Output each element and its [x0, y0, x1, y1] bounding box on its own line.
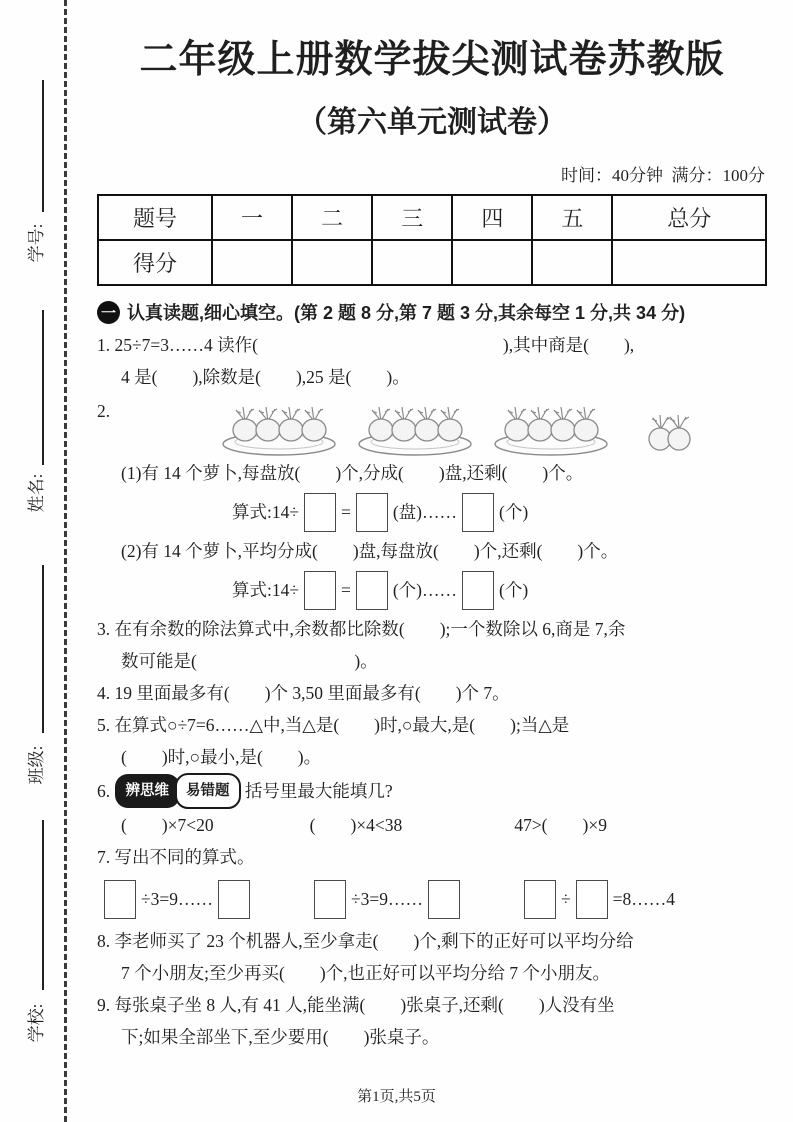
paper-subtitle: （第六单元测试卷）: [297, 106, 567, 139]
student-name-label: 姓名:: [27, 473, 46, 513]
score-blank-cell: [212, 240, 292, 285]
formula-text: (个): [499, 580, 529, 600]
write-in-line: [42, 310, 44, 465]
question-text: (1)有 14 个萝卜,每盘放( )个,分成( )盘,还剩( )个。: [121, 463, 584, 483]
radish-plates-illustration: [220, 397, 696, 457]
formula-text: =8……4: [612, 889, 675, 909]
score-table: [97, 194, 767, 286]
question-7: [97, 841, 767, 925]
question-text: 李老师买了 23 个机器人,至少拿走( )个,剩下的正好可以平均分给: [114, 931, 634, 951]
answer-box: [304, 493, 336, 532]
error-prone-badge: 易错题: [175, 773, 241, 809]
question-number: 6.: [97, 781, 111, 801]
answer-box: [218, 880, 250, 919]
question-2: [97, 395, 767, 613]
formula-text: (个)……: [392, 580, 457, 600]
expression-row: [97, 809, 767, 841]
expression: ( )×7<20: [121, 815, 214, 835]
formula-text: ÷3=9……: [141, 889, 213, 909]
question-number: 8.: [97, 931, 111, 951]
score-blank-cell: [292, 240, 372, 285]
question-4: [97, 677, 767, 709]
division-formula: [232, 567, 767, 613]
answer-box: [314, 880, 346, 919]
answer-box: [428, 880, 460, 919]
question-number: 1.: [97, 335, 111, 355]
division-formula: [99, 880, 255, 919]
formula-text: 算式:14÷: [232, 580, 299, 600]
score-label-cell: 得分: [98, 240, 212, 285]
score-table-header-cell: 五: [532, 195, 612, 240]
question-text: 下;如果全部坐下,至少要用( )张桌子。: [121, 1027, 440, 1047]
radish-plate-icon: [220, 397, 338, 457]
question-8: [97, 925, 767, 989]
write-equations-row: [99, 873, 767, 925]
expression: 47>( )×9: [514, 815, 607, 835]
question-6: [97, 773, 767, 841]
write-in-line: [42, 565, 44, 733]
formula-text: (盘)……: [392, 502, 457, 522]
question-text: ( )时,○最小,是( )。: [121, 747, 322, 767]
answer-box: [356, 493, 388, 532]
question-text: 25÷7=3……4 读作( ),其中商是( ),: [114, 335, 635, 355]
question-number: 5.: [97, 715, 111, 735]
answer-box: [356, 571, 388, 610]
formula-text: 算式:14÷: [232, 502, 299, 522]
answer-box: [104, 880, 136, 919]
score-table-header-cell: 总分: [612, 195, 766, 240]
question-text: 括号里最大能填几?: [240, 781, 393, 801]
question-number: 2.: [97, 401, 111, 421]
write-in-line: [42, 820, 44, 990]
question-text: 写出不同的算式。: [114, 847, 255, 867]
score-table-score-row: [98, 240, 766, 285]
score-blank-cell: [452, 240, 532, 285]
write-in-line: [42, 80, 44, 212]
score-table-header-cell: 四: [452, 195, 532, 240]
class-label: 班级:: [27, 745, 46, 785]
section-one-header: [97, 299, 767, 325]
score-table-header-cell: 题号: [98, 195, 212, 240]
score-table-header-cell: 一: [212, 195, 292, 240]
question-1: [97, 329, 767, 393]
question-3: [97, 613, 767, 677]
question-9: [97, 989, 767, 1053]
question-text: 每张桌子坐 8 人,有 41 人,能坐满( )张桌子,还剩( )人没有坐: [114, 995, 615, 1015]
formula-text: =: [340, 580, 351, 600]
question-text: (2)有 14 个萝卜,平均分成( )盘,每盘放( )个,还剩( )个。: [121, 541, 619, 561]
thinking-skill-badge: 辨思维: [115, 774, 181, 808]
answer-box: [576, 880, 608, 919]
formula-text: ÷: [560, 889, 571, 909]
paper-title: 二年级上册数学拔尖测试卷苏教版: [139, 39, 725, 81]
score-table-header-cell: 二: [292, 195, 372, 240]
question-5: [97, 709, 767, 773]
answer-box: [524, 880, 556, 919]
formula-text: (个): [499, 502, 529, 522]
answer-box: [304, 571, 336, 610]
question-number: 3.: [97, 619, 111, 639]
score-table-header-cell: 三: [372, 195, 452, 240]
answer-box: [462, 571, 494, 610]
question-text: 数可能是( )。: [121, 651, 378, 671]
division-formula: [232, 489, 767, 535]
time-score-meta: 时间：40分钟 满分：100分: [561, 166, 765, 185]
score-blank-cell: [612, 240, 766, 285]
question-text: 4 是( ),除数是( ),25 是( )。: [121, 367, 410, 387]
score-table-header-row: [98, 195, 766, 240]
section-number-icon: 一: [97, 301, 120, 324]
question-number: 7.: [97, 847, 111, 867]
loose-radishes-icon: [644, 401, 696, 457]
formula-text: =: [340, 502, 351, 522]
question-text: 19 里面最多有( )个 3,50 里面最多有( )个 7。: [114, 683, 510, 703]
student-id-label: 学号:: [27, 223, 46, 263]
answer-box: [462, 493, 494, 532]
page-number-footer: 第1页,共5页: [357, 1089, 436, 1105]
question-number: 9.: [97, 995, 111, 1015]
radish-plate-icon: [356, 397, 474, 457]
paper-content: [97, 0, 767, 1053]
radish-plate-icon: [492, 397, 610, 457]
school-label: 学校:: [27, 1003, 46, 1043]
question-text: 在算式○÷7=6……△中,当△是( )时,○最大,是( );当△是: [114, 715, 570, 735]
expression: ( )×4<38: [309, 815, 403, 835]
question-text: 7 个小朋友;至少再买( )个,也正好可以平均分给 7 个小朋友。: [121, 963, 611, 983]
section-title: 认真读题,细心填空。(第 2 题 8 分,第 7 题 3 分,其余每空 1 分,共 34 分): [127, 303, 686, 323]
question-number: 4.: [97, 683, 111, 703]
score-blank-cell: [372, 240, 452, 285]
division-formula: [519, 880, 675, 919]
formula-text: ÷3=9……: [350, 889, 423, 909]
score-blank-cell: [532, 240, 612, 285]
question-text: 在有余数的除法算式中,余数都比除数( );一个数除以 6,商是 7,余: [114, 619, 626, 639]
fold-cut-line: [64, 0, 67, 1122]
division-formula: [309, 880, 465, 919]
